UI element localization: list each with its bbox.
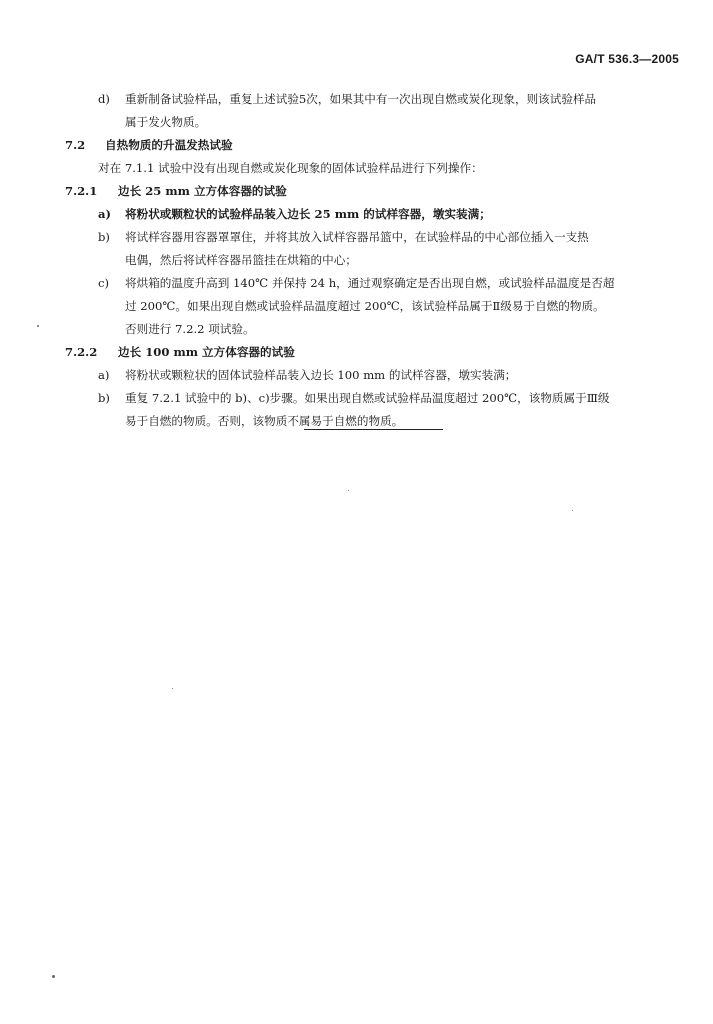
- list-item-c: [0, 272, 713, 295]
- scan-speck: [52, 975, 55, 978]
- item-text-line: 将粉状或颗粒状的固体试验样品装入边长 100 mm 的试样容器，墩实装满；: [125, 368, 517, 382]
- intro-text: 对在 7.1.1 试验中没有出现自燃或炭化现象的固体试验样品进行下列操作：: [98, 161, 483, 175]
- item-text-line: 将粉状或颗粒状的试验样品装入边长 25 mm 的试样容器，墩实装满；: [125, 207, 491, 221]
- item-label: a): [98, 207, 111, 221]
- item-text-line: 电偶，然后将试样容器吊篮挂在烘箱的中心；: [125, 253, 357, 267]
- item-label: d): [98, 92, 110, 106]
- section-number: 7.2.1: [65, 184, 98, 198]
- list-item-b: [0, 387, 713, 410]
- section-number: 7.2: [65, 138, 86, 152]
- section-heading-7-2-2: [0, 341, 713, 364]
- section-title: 边长 25 mm 立方体容器的试验: [118, 184, 287, 198]
- item-text-line: 属于发火物质。: [125, 115, 207, 129]
- list-item-d: [0, 88, 713, 111]
- item-label: b): [98, 391, 110, 405]
- item-label: c): [98, 276, 110, 290]
- item-text-line: 易于自燃的物质。否则，该物质不属易于自燃的物质。: [125, 414, 404, 428]
- item-text-line: 否则进行 7.2.2 项试验。: [125, 322, 255, 336]
- item-text-line: 将烘箱的温度升高到 140℃ 并保持 24 h，通过观察确定是否出现自燃，或试验样品温度是否超: [125, 276, 615, 290]
- scan-speck: [172, 688, 173, 689]
- item-text-line: 将试样容器用容器罩罩住，并将其放入试样容器吊篮中，在试验样品的中心部位插入一支热: [125, 230, 589, 244]
- list-item-a: [0, 203, 713, 226]
- list-item-c-continued: [0, 295, 713, 318]
- list-item-b: [0, 226, 713, 249]
- end-rule-divider: [304, 429, 443, 430]
- item-text-line: 重复 7.2.1 试验中的 b)、c)步骤。如果出现自燃或试验样品温度超过 200℃，该物质属于Ⅲ级: [125, 391, 610, 405]
- section-heading-7-2: [0, 134, 713, 157]
- section-heading-7-2-1: [0, 180, 713, 203]
- list-item-a: [0, 364, 713, 387]
- scan-speck: [348, 490, 349, 491]
- item-text-line: 过 200℃。如果出现自燃或试验样品温度超过 200℃，该试验样品属于Ⅱ级易于自燃的物质。: [125, 299, 605, 313]
- list-item-b-continued: [0, 249, 713, 272]
- item-text-line: 重新制备试验样品，重复上述试验5次，如果其中有一次出现自燃或炭化现象，则该试验样品: [125, 92, 597, 106]
- standard-code: GA/T 536.3—2005: [575, 52, 679, 66]
- section-intro: [0, 157, 713, 180]
- section-title: 边长 100 mm 立方体容器的试验: [118, 345, 295, 359]
- item-label: a): [98, 368, 110, 382]
- item-label: b): [98, 230, 110, 244]
- section-title: 自热物质的升温发热试验: [105, 138, 233, 152]
- list-item-d-continued: [0, 111, 713, 134]
- scan-speck: [37, 325, 39, 327]
- list-item-c-continued: [0, 318, 713, 341]
- scan-speck: [572, 510, 573, 511]
- section-number: 7.2.2: [65, 345, 98, 359]
